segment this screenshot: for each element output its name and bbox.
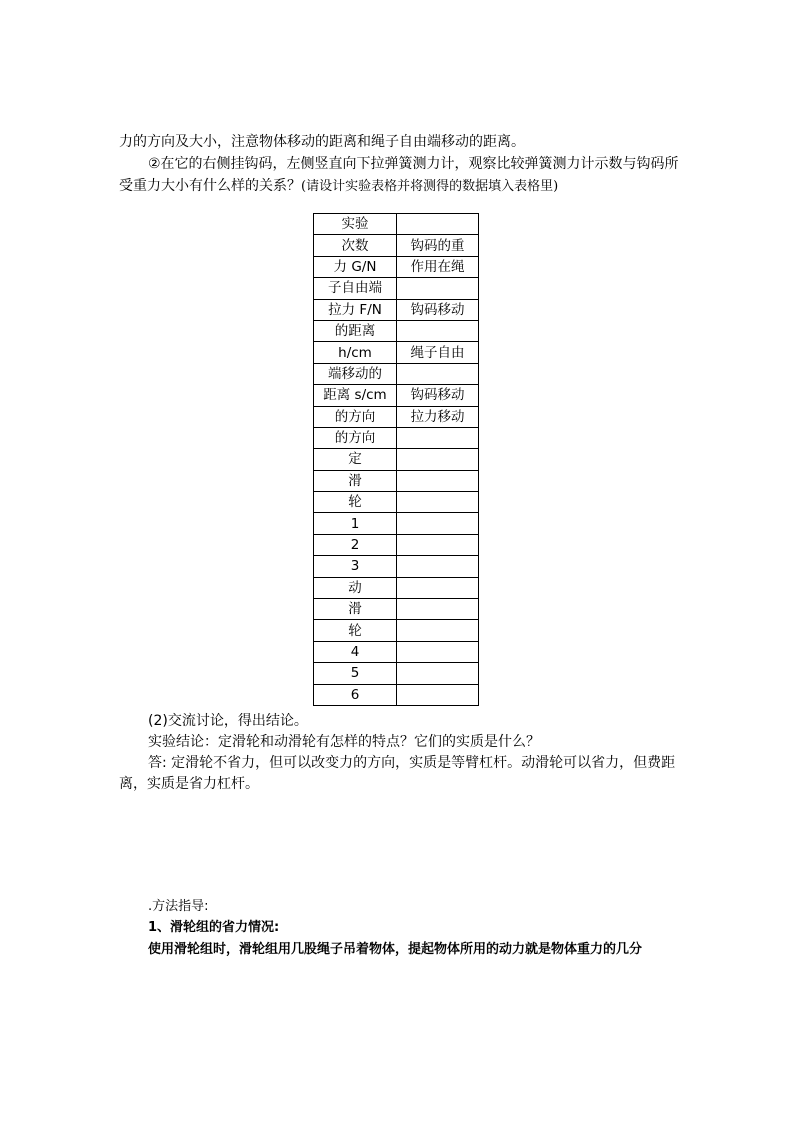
table-row (314, 342, 479, 363)
table-cell-label: 力 G/N (314, 256, 397, 277)
method-item-text: 使用滑轮组时，滑轮组用几股绳子吊着物体，提起物体所用的动力就是物体重力的几分 (148, 942, 643, 957)
table-row (314, 663, 479, 684)
table-cell-label: 动 (314, 577, 397, 598)
table-cell-label: 端移动的 (314, 363, 397, 384)
table-cell-value: 钩码的重 (397, 235, 479, 256)
discussion-step: (2)交流讨论，得出结论。 (148, 713, 308, 729)
table-row (314, 427, 479, 448)
table-cell-value (397, 427, 479, 448)
discussion-answer-2: 离，实质是省力杠杆。 (119, 776, 259, 792)
table-cell-value (397, 492, 479, 513)
table-row (314, 534, 479, 555)
table-cell-value (397, 470, 479, 491)
table-cell-value (397, 599, 479, 620)
table-cell-label: 4 (314, 641, 397, 662)
table-cell-label: 滑 (314, 470, 397, 491)
table-row (314, 299, 479, 320)
table-cell-value: 作用在绳 (397, 256, 479, 277)
table-cell-label: 的距离 (314, 320, 397, 341)
table-cell-label: 轮 (314, 492, 397, 513)
table-row (314, 513, 479, 534)
table-cell-value: 拉力移动 (397, 406, 479, 427)
table-row (314, 470, 479, 491)
table-cell-value (397, 663, 479, 684)
table-cell-value: 绳子自由 (397, 342, 479, 363)
intro-line-2: ②在它的右侧挂钩码，左侧竖直向下拉弹簧测力计，观察比较弹簧测力计示数与钩码所 (148, 156, 679, 172)
table-cell-label: 拉力 F/N (314, 299, 397, 320)
table-row (314, 620, 479, 641)
table-row (314, 449, 479, 470)
table-row (314, 235, 479, 256)
table-cell-label: 6 (314, 684, 397, 705)
table-cell-value (397, 513, 479, 534)
table-row (314, 385, 479, 406)
intro-line-3 (119, 177, 558, 196)
table-row (314, 278, 479, 299)
table-cell-label: 距离 s/cm (314, 385, 397, 406)
table-row (314, 599, 479, 620)
table-cell-value (397, 577, 479, 598)
table-cell-value (397, 534, 479, 555)
table-row (314, 214, 479, 235)
table-cell-label: 的方向 (314, 427, 397, 448)
table-cell-value (397, 684, 479, 705)
table-cell-label: 次数 (314, 235, 397, 256)
table-cell-label: 滑 (314, 599, 397, 620)
table-row (314, 256, 479, 277)
table-cell-value (397, 363, 479, 384)
discussion-answer-1: 答: 定滑轮不省力，但可以改变力的方向，实质是等臂杠杆。动滑轮可以省力，但费距 (148, 755, 676, 771)
table-cell-value (397, 556, 479, 577)
table-cell-label: 1 (314, 513, 397, 534)
table-row (314, 492, 479, 513)
table-row (314, 320, 479, 341)
table-row (314, 556, 479, 577)
table-cell-label: 轮 (314, 620, 397, 641)
table-cell-value: 钩码移动 (397, 299, 479, 320)
table-cell-label: 5 (314, 663, 397, 684)
table-row (314, 641, 479, 662)
table-cell-value (397, 620, 479, 641)
table-cell-label: 实验 (314, 214, 397, 235)
table-cell-value (397, 214, 479, 235)
discussion-question: 实验结论：定滑轮和动滑轮有怎样的特点？它们的实质是什么？ (148, 734, 540, 750)
table-cell-label: 定 (314, 449, 397, 470)
table-row (314, 363, 479, 384)
table-cell-value (397, 641, 479, 662)
table-cell-label: h/cm (314, 342, 397, 363)
table-cell-value (397, 320, 479, 341)
experiment-table (313, 213, 479, 706)
table-row (314, 684, 479, 705)
table-cell-label: 子自由端 (314, 278, 397, 299)
table-cell-label: 3 (314, 556, 397, 577)
method-item-title: 1、滑轮组的省力情况: (148, 920, 280, 935)
table-row (314, 406, 479, 427)
table-cell-value (397, 278, 479, 299)
table-cell-label: 的方向 (314, 406, 397, 427)
table-cell-label: 2 (314, 534, 397, 555)
table-row (314, 577, 479, 598)
intro-line-3-note: (请设计实验表格并将测得的数据填入表格里) (301, 179, 559, 194)
table-cell-value (397, 449, 479, 470)
intro-line-1: 力的方向及大小，注意物体移动的距离和绳子自由端移动的距离。 (119, 134, 525, 150)
method-heading: .方法指导: (148, 899, 209, 914)
intro-line-3-main: 受重力大小有什么样的关系？ (119, 178, 301, 194)
table-cell-value: 钩码移动 (397, 385, 479, 406)
